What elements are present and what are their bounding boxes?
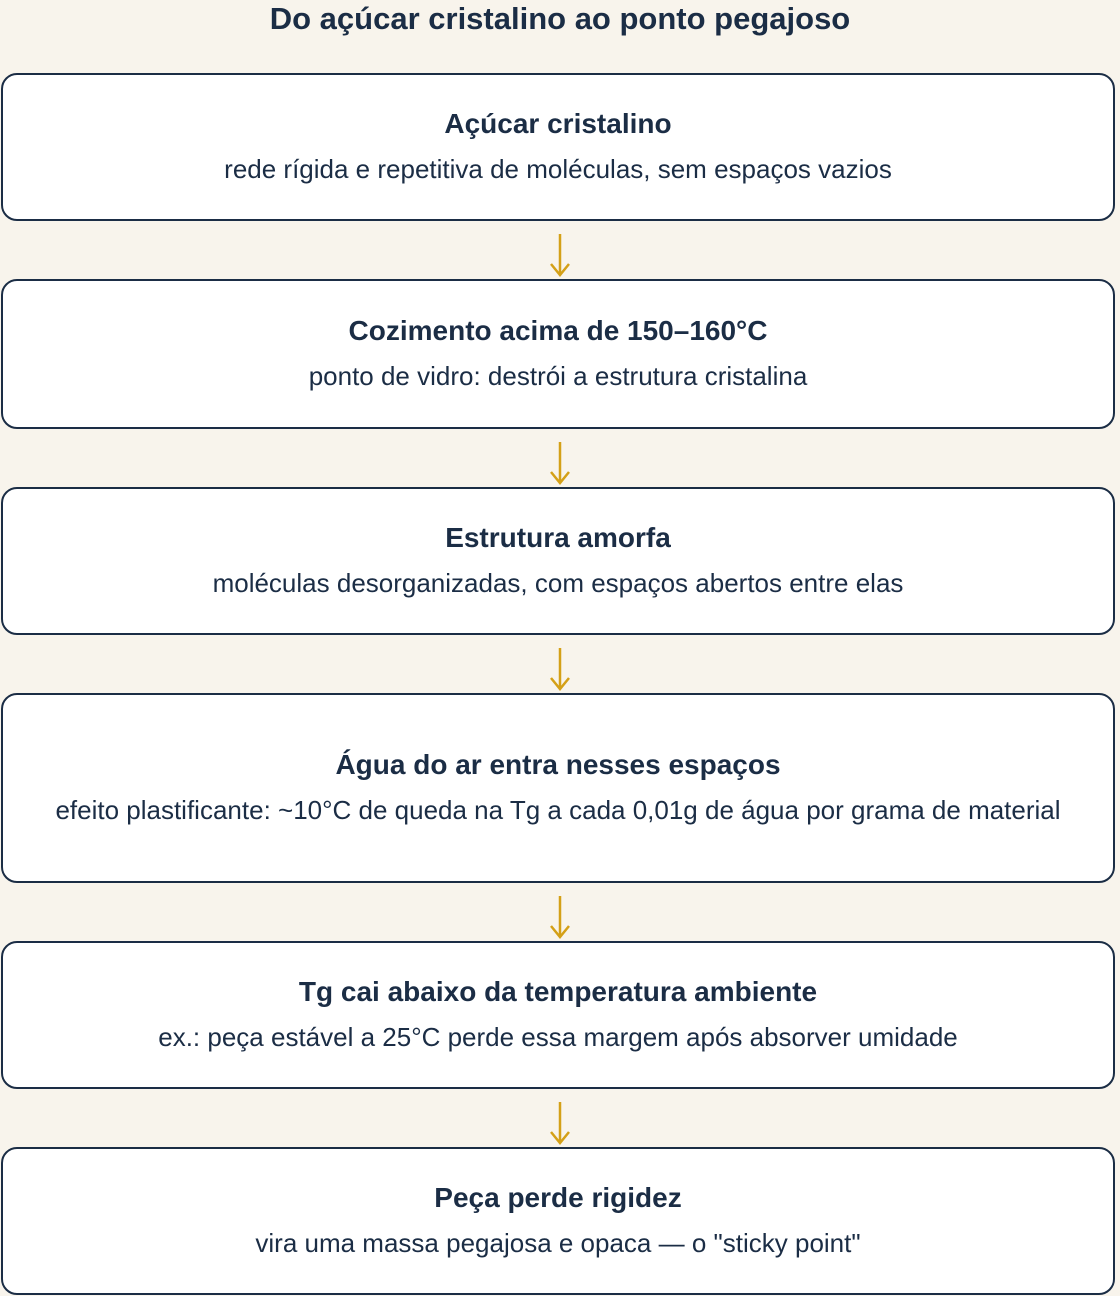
down-arrow-icon — [548, 1100, 572, 1146]
down-arrow-icon — [548, 232, 572, 278]
flow-step-loses-rigidity — [1, 1147, 1115, 1295]
step-description: ponto de vidro: destrói a estrutura cristalina — [308, 360, 808, 391]
flow-step-water-absorption — [1, 693, 1115, 883]
down-arrow-icon — [548, 440, 572, 486]
step-title: Água do ar entra nesses espaços — [335, 748, 781, 780]
down-arrow-icon — [548, 894, 572, 940]
flow-step-crystalline-sugar — [1, 73, 1115, 221]
flow-step-cooking — [1, 279, 1115, 429]
step-description: moléculas desorganizadas, com espaços abertos entre elas — [212, 567, 904, 598]
flow-step-tg-drop — [1, 941, 1115, 1089]
step-title: Tg cai abaixo da temperatura ambiente — [298, 975, 818, 1007]
step-description: vira uma massa pegajosa e opaca — o "sticky point" — [255, 1227, 861, 1258]
step-title: Açúcar cristalino — [444, 107, 672, 139]
step-title: Cozimento acima de 150–160°C — [348, 314, 768, 346]
step-title: Estrutura amorfa — [445, 521, 671, 553]
flow-step-amorphous-structure — [1, 487, 1115, 635]
down-arrow-icon — [548, 646, 572, 692]
step-description: rede rígida e repetitiva de moléculas, sem espaços vazios — [224, 153, 892, 184]
diagram-title: Do açúcar cristalino ao ponto pegajoso — [269, 1, 851, 36]
step-description: ex.: peça estável a 25°C perde essa margem após absorver umidade — [158, 1021, 958, 1052]
step-description: efeito plastificante: ~10°C de queda na Tg a cada 0,01g de água por grama de material — [55, 794, 1061, 825]
step-title: Peça perde rigidez — [434, 1181, 682, 1213]
